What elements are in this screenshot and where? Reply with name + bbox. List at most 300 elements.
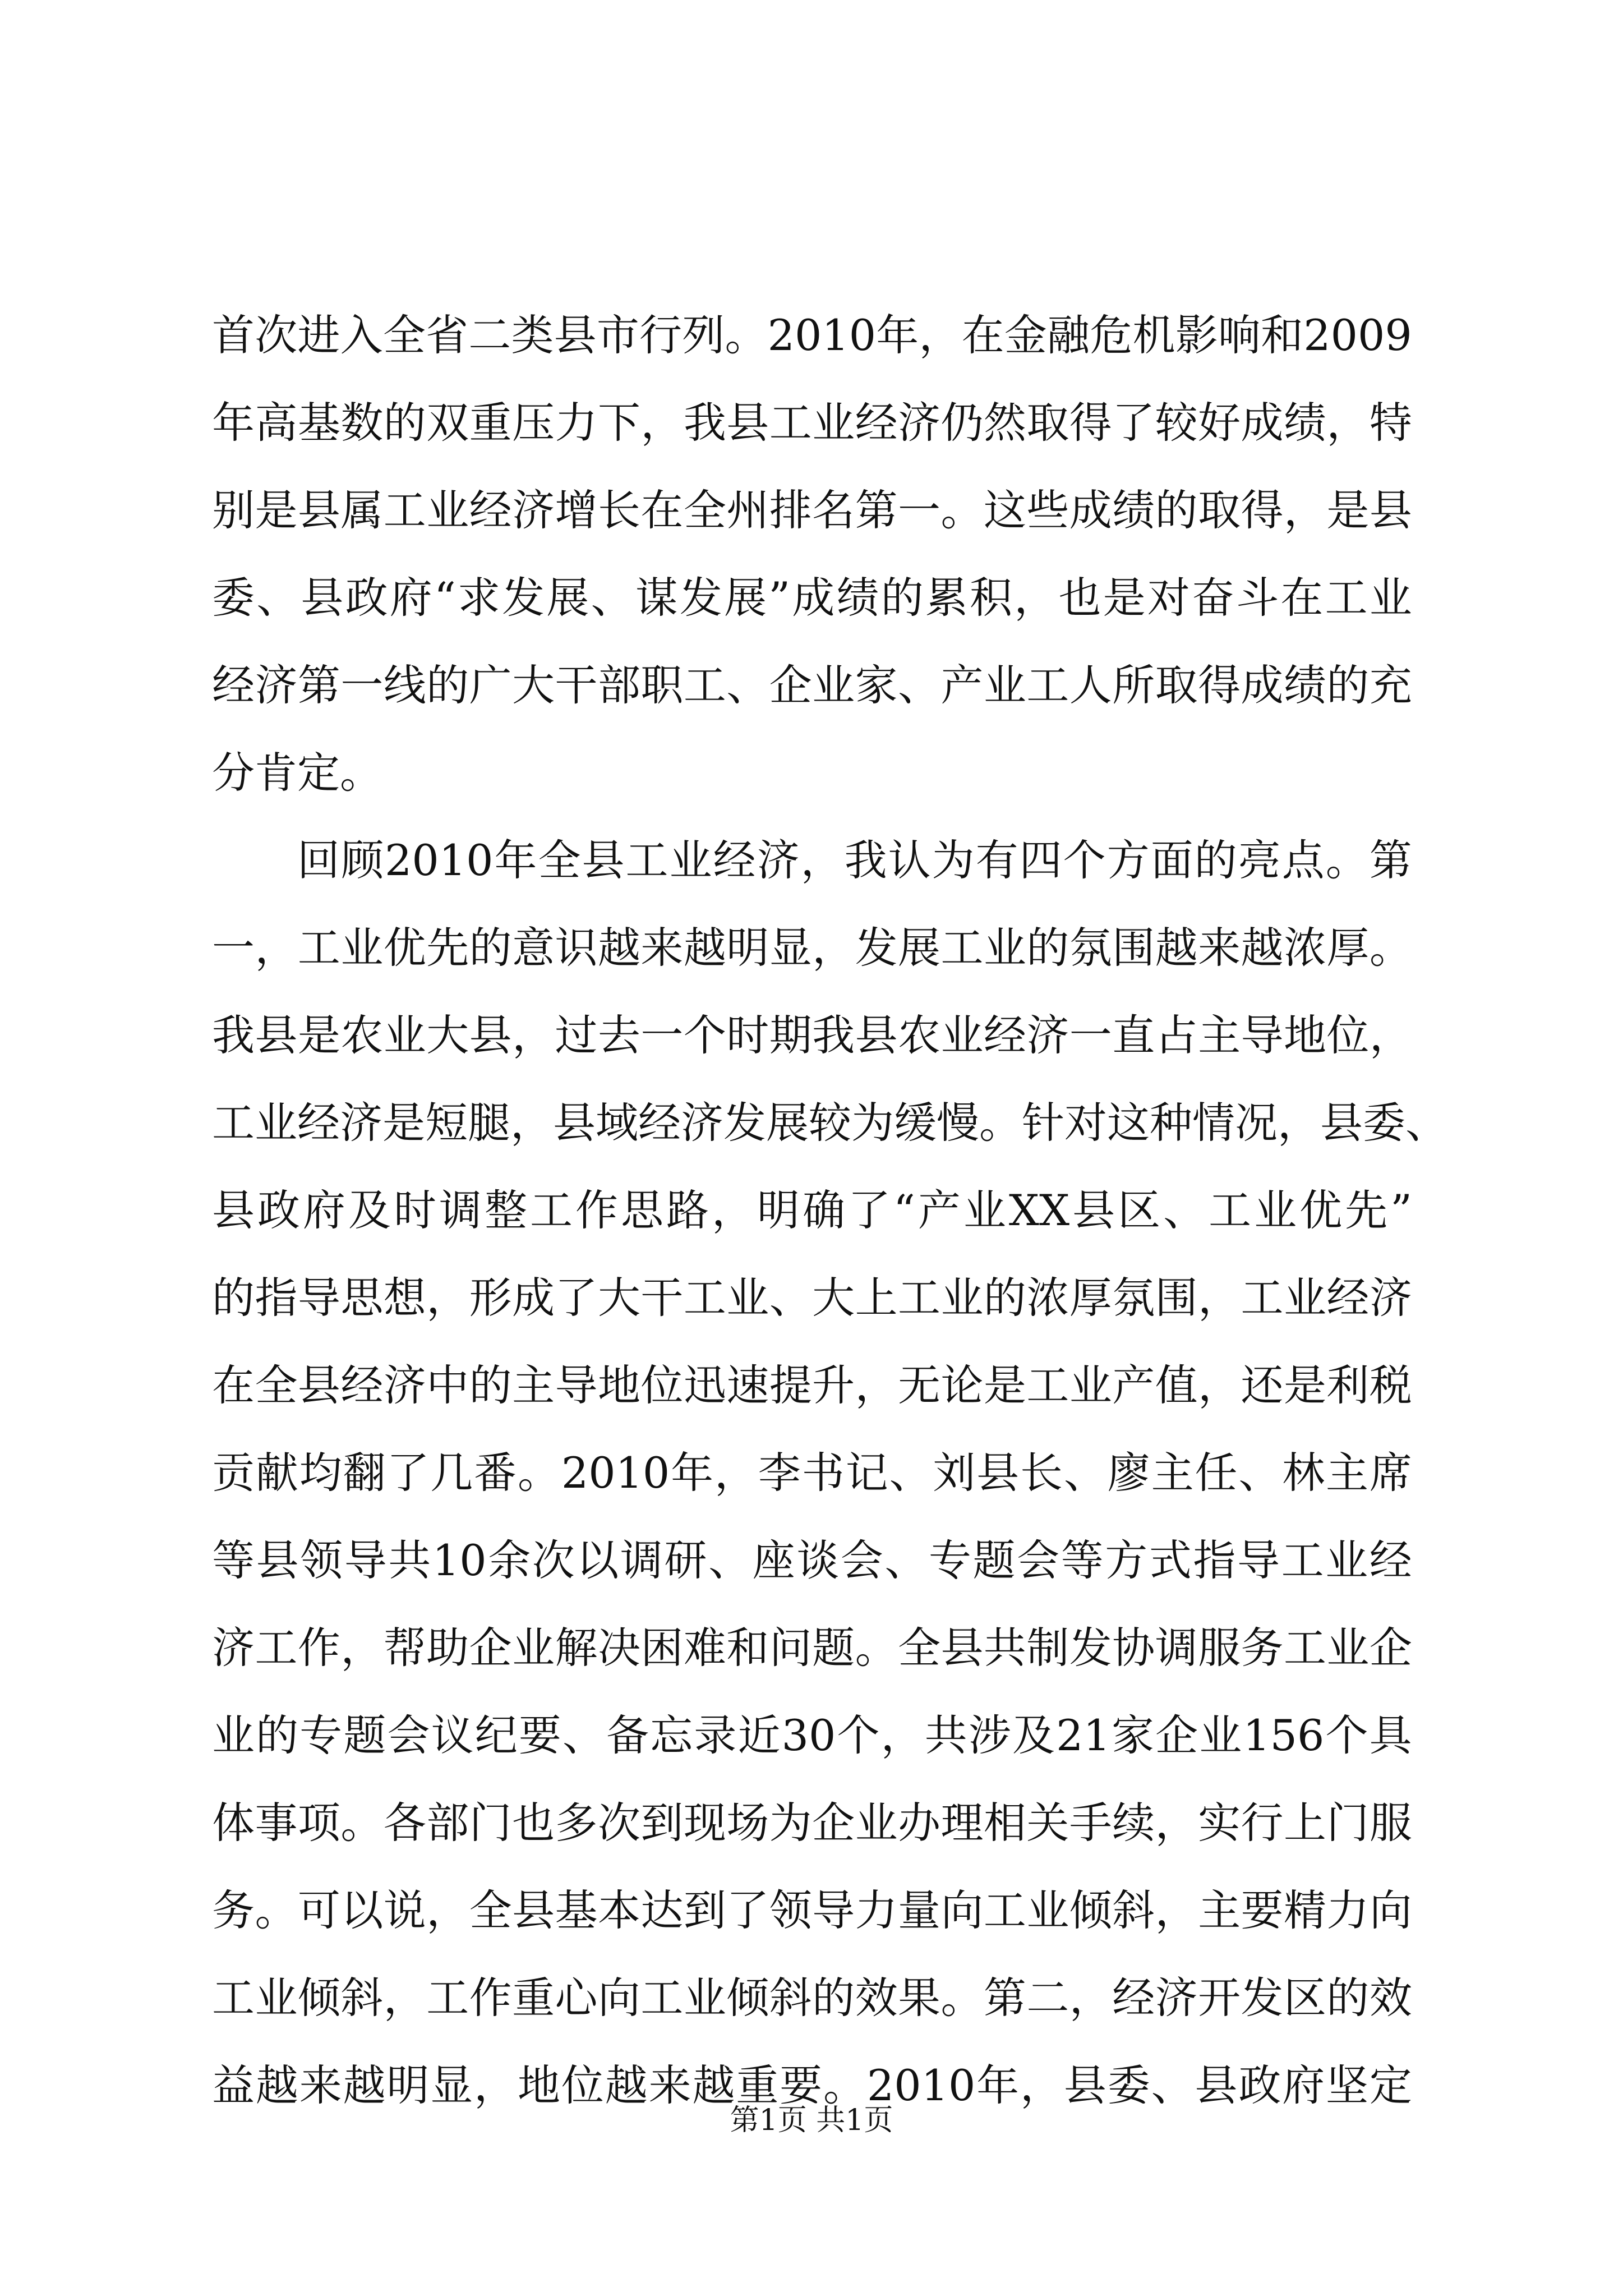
text-glyph: 迅 <box>683 1360 726 1410</box>
text-glyph: 业 <box>1326 1623 1370 1673</box>
text-glyph: 时 <box>726 1010 769 1060</box>
text-glyph: 农 <box>898 1010 940 1060</box>
text-glyph: 门 <box>469 1798 512 1848</box>
text-glyph: 提 <box>769 1360 812 1410</box>
text-glyph: 调 <box>620 1535 663 1585</box>
text-glyph: 县 <box>297 485 340 535</box>
text-glyph: 一 <box>898 485 940 535</box>
text-glyph: 困 <box>640 1623 684 1673</box>
text-glyph: 腿 <box>468 1098 510 1148</box>
text-glyph: 156 <box>1243 1710 1325 1760</box>
text-glyph: 政 <box>1238 2060 1281 2110</box>
text-glyph: 大 <box>512 660 555 710</box>
text-glyph: 业 <box>963 1185 1006 1235</box>
text-glyph: 助 <box>426 1623 469 1673</box>
text-glyph: 我 <box>812 1010 855 1060</box>
text-glyph: 经 <box>212 660 255 710</box>
text-glyph: 业 <box>212 1710 255 1760</box>
text-glyph: 年 <box>976 2060 1020 2110</box>
text-glyph: 府 <box>1282 2060 1325 2110</box>
text-glyph: 领 <box>300 1535 343 1585</box>
text-glyph: 为 <box>851 1098 894 1148</box>
text-glyph: 县 <box>976 1448 1020 1498</box>
text-glyph: 体 <box>212 1798 255 1848</box>
text-glyph: 。 <box>255 1885 298 1935</box>
text-glyph: 一 <box>212 923 255 973</box>
text-glyph: 排 <box>769 485 812 535</box>
text-glyph: 业 <box>983 923 1026 973</box>
text-glyph: 工 <box>1026 1360 1069 1410</box>
text-glyph: 工 <box>1283 1623 1326 1673</box>
text-glyph: 等 <box>1061 1535 1104 1585</box>
text-glyph: 、 <box>884 1535 928 1585</box>
text-line <box>212 1692 1412 1779</box>
text-glyph: 近 <box>737 1710 781 1760</box>
text-glyph: 值 <box>1155 1360 1198 1410</box>
text-glyph: 显 <box>769 923 812 973</box>
text-glyph: ， <box>1155 1798 1198 1848</box>
text-glyph: 工 <box>898 1273 940 1323</box>
text-glyph: 年 <box>876 310 919 360</box>
text-glyph: 期 <box>769 1010 812 1060</box>
text-glyph: 得 <box>1241 485 1284 535</box>
text-glyph: 工 <box>1281 1535 1324 1585</box>
text-glyph: 显 <box>430 2060 473 2110</box>
text-glyph: ， <box>919 310 962 360</box>
text-glyph: 地 <box>518 2060 561 2110</box>
text-glyph: 10 <box>432 1535 487 1585</box>
text-glyph: 府 <box>303 1185 345 1235</box>
text-glyph: ， <box>1198 1360 1241 1410</box>
text-glyph: 现 <box>683 1798 726 1848</box>
text-glyph: 下 <box>597 398 640 448</box>
text-glyph: 高 <box>255 398 298 448</box>
text-glyph: 工 <box>212 1098 255 1148</box>
text-glyph: 行 <box>639 310 683 360</box>
text-glyph: 过 <box>555 1010 598 1060</box>
text-glyph: 越 <box>683 923 726 973</box>
text-glyph: 决 <box>597 1623 640 1673</box>
text-glyph: 定 <box>1369 2060 1412 2110</box>
text-glyph: 经 <box>297 1098 340 1148</box>
text-glyph: 然 <box>983 398 1026 448</box>
text-glyph: 线 <box>383 660 426 710</box>
text-glyph: 整 <box>485 1185 527 1235</box>
text-glyph: 2010 <box>767 310 877 360</box>
text-glyph: 经 <box>1112 1973 1155 2023</box>
text-glyph: 积 <box>970 573 1013 623</box>
text-line <box>212 1867 1412 1954</box>
text-glyph: 行 <box>1241 1798 1284 1848</box>
text-glyph: 展 <box>898 923 940 973</box>
text-glyph: 主 <box>512 1360 555 1410</box>
text-glyph: 地 <box>1283 1010 1326 1060</box>
text-glyph: 导 <box>1241 1010 1284 1060</box>
text-glyph: 难 <box>683 1623 726 1673</box>
text-glyph: 解 <box>555 1623 598 1673</box>
text-glyph: 绩 <box>1283 398 1326 448</box>
text-glyph: 工 <box>983 1885 1026 1935</box>
text-glyph: 缓 <box>894 1098 937 1148</box>
body-text <box>212 292 1448 2129</box>
text-glyph: 业 <box>940 1010 984 1060</box>
text-glyph: 、 <box>256 573 299 623</box>
text-glyph: 取 <box>1026 398 1069 448</box>
text-glyph: 工 <box>1026 660 1069 710</box>
text-glyph: 县 <box>469 1010 512 1060</box>
text-glyph: 来 <box>640 923 684 973</box>
text-glyph: 增 <box>555 485 598 535</box>
text-glyph: 识 <box>555 923 598 973</box>
text-line <box>212 817 1412 904</box>
text-glyph: 经 <box>983 1010 1026 1060</box>
text-line <box>212 1167 1412 1254</box>
text-glyph: 越 <box>255 2060 298 2110</box>
text-glyph: 种 <box>1150 1098 1192 1148</box>
text-glyph: 情 <box>1192 1098 1235 1148</box>
text-glyph: 献 <box>255 1448 298 1498</box>
text-glyph: 任 <box>1195 1448 1238 1498</box>
text-glyph: 奋 <box>1192 573 1235 623</box>
text-glyph: 些 <box>1026 485 1069 535</box>
text-glyph: 指 <box>255 1273 298 1323</box>
text-glyph: 济 <box>681 1098 723 1148</box>
text-glyph: 一 <box>1069 1010 1112 1060</box>
text-glyph: 工 <box>769 398 812 448</box>
text-glyph: 刘 <box>933 1448 976 1498</box>
text-glyph: 形 <box>469 1273 512 1323</box>
text-glyph: 了 <box>555 1273 598 1323</box>
text-glyph: 业 <box>1069 1360 1112 1410</box>
text-glyph: 广 <box>469 660 512 710</box>
text-glyph: 益 <box>212 2060 255 2110</box>
text-line <box>212 1517 1412 1604</box>
text-glyph: 厚 <box>1069 1273 1112 1323</box>
text-glyph: 次 <box>532 1535 575 1585</box>
text-glyph: 业 <box>940 1273 984 1323</box>
text-glyph: 累 <box>925 573 968 623</box>
text-glyph: 别 <box>212 485 255 535</box>
text-glyph: 的 <box>212 1273 255 1323</box>
text-glyph: 压 <box>512 398 555 448</box>
text-glyph: 续 <box>1112 1798 1155 1848</box>
text-glyph: 全 <box>255 1360 298 1410</box>
text-glyph: 发 <box>1069 1623 1112 1673</box>
text-glyph: 想 <box>383 1273 426 1323</box>
text-glyph: 要 <box>1241 1885 1284 1935</box>
text-glyph: 成 <box>1069 485 1112 535</box>
text-glyph: 县 <box>1320 1098 1363 1148</box>
text-glyph: 州 <box>726 485 769 535</box>
text-glyph: 是 <box>983 1360 1026 1410</box>
text-glyph: 越 <box>597 923 640 973</box>
text-line <box>212 1604 1412 1692</box>
text-glyph: ， <box>255 923 298 973</box>
text-glyph: 式 <box>1149 1535 1192 1585</box>
text-glyph: 家 <box>855 660 898 710</box>
text-glyph: 得 <box>1198 660 1241 710</box>
text-glyph: 地 <box>597 1360 640 1410</box>
text-glyph: 。 <box>518 1448 561 1498</box>
text-glyph: 工 <box>1325 573 1368 623</box>
text-glyph: ， <box>1198 1273 1241 1323</box>
text-glyph: 位 <box>1326 1010 1370 1060</box>
text-glyph: 、 <box>591 573 634 623</box>
text-glyph: 大 <box>426 1010 469 1060</box>
text-line <box>212 904 1412 992</box>
text-glyph: 及 <box>348 1185 391 1235</box>
text-glyph: 对 <box>1064 1098 1107 1148</box>
text-glyph: 题 <box>812 1623 855 1673</box>
text-glyph: 工 <box>212 1973 255 2023</box>
text-glyph: 来 <box>1198 923 1241 973</box>
text-glyph: ， <box>1069 1973 1112 2023</box>
text-glyph: 帮 <box>383 1623 426 1673</box>
text-glyph: 、 <box>726 660 769 710</box>
text-glyph: 工 <box>530 1185 573 1235</box>
text-glyph: 果 <box>898 1973 940 2023</box>
text-glyph: 利 <box>1326 1360 1370 1410</box>
text-glyph: 县 <box>297 1360 340 1410</box>
text-glyph: 经 <box>855 398 898 448</box>
text-glyph: 济 <box>1026 1010 1069 1060</box>
text-glyph: 县 <box>855 1010 898 1060</box>
text-glyph: 产 <box>940 660 984 710</box>
text-glyph: 会 <box>387 1710 430 1760</box>
text-glyph: 效 <box>1369 1973 1412 2023</box>
text-glyph: ， <box>1014 573 1057 623</box>
text-glyph: 了 <box>1112 398 1155 448</box>
text-glyph: 工 <box>683 1273 726 1323</box>
text-glyph: 发 <box>502 573 545 623</box>
text-glyph: 危 <box>1090 310 1133 360</box>
text-glyph: 回 <box>297 835 340 885</box>
text-glyph: 谋 <box>635 573 678 623</box>
text-glyph: 县 <box>726 398 769 448</box>
text-glyph: 业 <box>983 660 1026 710</box>
text-glyph: 省 <box>426 310 469 360</box>
text-glyph: 先 <box>426 923 469 973</box>
text-glyph: 几 <box>430 1448 473 1498</box>
text-glyph: 业 <box>1369 573 1412 623</box>
text-glyph: 作 <box>575 1185 618 1235</box>
text-glyph: 力 <box>555 398 598 448</box>
text-glyph: 议 <box>431 1710 474 1760</box>
text-glyph: 济 <box>898 398 940 448</box>
text-glyph: 。 <box>979 1098 1022 1148</box>
text-glyph: ” <box>1390 1185 1412 1235</box>
text-glyph: 基 <box>555 1885 598 1935</box>
text-line <box>212 1254 1412 1342</box>
text-glyph: 区 <box>1118 1185 1161 1235</box>
text-glyph: 列 <box>682 310 725 360</box>
text-glyph: 委 <box>212 573 255 623</box>
text-glyph: 题 <box>343 1710 386 1760</box>
text-glyph: 重 <box>736 2060 779 2110</box>
text-glyph: 进 <box>297 310 340 360</box>
text-glyph: 域 <box>596 1098 638 1148</box>
text-glyph: ， <box>1278 1098 1320 1148</box>
text-glyph: ， <box>812 923 855 973</box>
text-glyph: 的 <box>256 1710 299 1760</box>
text-glyph: 倾 <box>1069 1885 1112 1935</box>
text-glyph: 中 <box>426 1360 469 1410</box>
text-glyph: 农 <box>340 1010 384 1060</box>
text-glyph: 县 <box>554 310 597 360</box>
text-glyph: ， <box>1283 485 1326 535</box>
text-glyph: 点 <box>1281 835 1325 885</box>
text-glyph: 人 <box>1069 660 1112 710</box>
text-glyph: XX <box>1008 1185 1070 1235</box>
text-glyph: 的 <box>812 1973 855 2023</box>
text-glyph: 取 <box>1155 660 1198 710</box>
text-glyph: 业 <box>683 1973 726 2023</box>
text-glyph: 绩 <box>1283 660 1326 710</box>
text-glyph: 共 <box>924 1710 967 1760</box>
text-glyph: 要 <box>518 1710 561 1760</box>
text-glyph: 到 <box>640 1798 684 1848</box>
text-glyph: 展 <box>766 1098 809 1148</box>
text-glyph: 全 <box>469 1885 512 1935</box>
text-glyph: 席 <box>1369 1448 1412 1498</box>
text-glyph: 干 <box>555 660 598 710</box>
text-glyph: 路 <box>666 1185 709 1235</box>
text-glyph: 工 <box>683 660 726 710</box>
text-glyph: 会 <box>840 1535 883 1585</box>
text-glyph: 长 <box>1020 1448 1063 1498</box>
text-line <box>212 467 1412 554</box>
text-glyph: 年 <box>494 835 537 885</box>
text-glyph: 政 <box>257 1185 300 1235</box>
text-glyph: 越 <box>605 2060 648 2110</box>
text-glyph: 还 <box>1241 1360 1284 1410</box>
text-glyph: 名 <box>812 485 855 535</box>
text-glyph: 上 <box>855 1273 898 1323</box>
text-line <box>212 1954 1412 2042</box>
text-glyph: 相 <box>983 1798 1026 1848</box>
text-glyph: 意 <box>512 923 555 973</box>
text-glyph: 李 <box>758 1448 801 1498</box>
text-glyph: 指 <box>1193 1535 1236 1585</box>
text-glyph: 充 <box>1369 660 1412 710</box>
text-glyph: 所 <box>1112 660 1155 710</box>
text-glyph: 有 <box>975 835 1018 885</box>
text-glyph: 谈 <box>796 1535 840 1585</box>
text-glyph: 浓 <box>1283 923 1326 973</box>
text-glyph: 第 <box>297 660 340 710</box>
text-glyph: ， <box>1155 1885 1198 1935</box>
text-glyph: 求 <box>457 573 500 623</box>
text-glyph: 政 <box>345 573 388 623</box>
text-glyph: 厚 <box>1326 923 1370 973</box>
text-glyph: 以 <box>340 1885 384 1935</box>
text-glyph: 专 <box>928 1535 971 1585</box>
text-line: 分肯定。 <box>212 748 382 798</box>
text-glyph: ， <box>426 1885 469 1935</box>
text-glyph: 金 <box>1004 310 1047 360</box>
text-glyph: 本 <box>597 1885 640 1935</box>
text-glyph: 县 <box>1072 1185 1115 1235</box>
text-glyph: 济 <box>212 1623 255 1673</box>
text-glyph: ， <box>640 398 684 448</box>
text-glyph: 短 <box>425 1098 468 1148</box>
text-glyph: 机 <box>1132 310 1175 360</box>
text-glyph: 济 <box>512 485 555 535</box>
text-glyph: 事 <box>255 1798 298 1848</box>
text-glyph: 全 <box>898 1623 940 1673</box>
text-glyph: ， <box>880 1710 924 1760</box>
text-glyph: 第 <box>1369 835 1412 885</box>
text-glyph: 我 <box>683 398 726 448</box>
text-glyph: ， <box>340 1623 384 1673</box>
text-line <box>212 992 1412 1079</box>
text-glyph: 越 <box>1155 923 1198 973</box>
text-glyph: 业 <box>1325 1535 1368 1585</box>
text-glyph: 我 <box>212 1010 255 1060</box>
text-glyph: 是 <box>297 1010 340 1060</box>
text-glyph: 四 <box>1019 835 1062 885</box>
text-glyph: 成 <box>1241 660 1284 710</box>
text-glyph: 共 <box>983 1623 1026 1673</box>
text-glyph: 、 <box>562 1710 605 1760</box>
text-glyph: 记 <box>845 1448 888 1498</box>
text-glyph: 较 <box>1155 398 1198 448</box>
text-glyph: 业 <box>669 835 712 885</box>
text-glyph: 、 <box>1151 2060 1194 2110</box>
text-glyph: 和 <box>1261 310 1304 360</box>
text-glyph: 精 <box>1283 1885 1326 1935</box>
text-glyph: 各 <box>383 1798 426 1848</box>
text-glyph: 一 <box>340 660 384 710</box>
text-glyph: 、 <box>769 1273 812 1323</box>
text-glyph: 向 <box>1369 1885 1412 1935</box>
text-glyph: 主 <box>1198 1885 1241 1935</box>
text-glyph: 工 <box>297 923 340 973</box>
text-glyph: 对 <box>1147 573 1190 623</box>
text-glyph: 斗 <box>1236 573 1279 623</box>
text-glyph: 斜 <box>1112 1885 1155 1935</box>
text-glyph: 了 <box>848 1185 891 1235</box>
text-glyph: 、 <box>898 660 940 710</box>
text-glyph: 导 <box>297 1273 340 1323</box>
text-glyph: 个 <box>683 1010 726 1060</box>
text-glyph: 占 <box>1155 1010 1198 1060</box>
text-glyph: 首 <box>212 310 255 360</box>
text-glyph: 论 <box>940 1360 984 1410</box>
text-glyph: 成 <box>512 1273 555 1323</box>
text-glyph: 思 <box>340 1273 384 1323</box>
text-glyph: 导 <box>555 1360 598 1410</box>
text-glyph: 门 <box>1326 1798 1370 1848</box>
text-glyph: 产 <box>1112 1360 1155 1410</box>
text-glyph: 均 <box>299 1448 342 1498</box>
text-glyph: 。 <box>940 485 984 535</box>
text-glyph: 为 <box>769 1798 812 1848</box>
text-glyph: 数 <box>340 398 384 448</box>
text-glyph: 场 <box>726 1798 769 1848</box>
text-glyph: 县 <box>512 1885 555 1935</box>
text-glyph: 关 <box>1026 1798 1069 1848</box>
text-glyph: 取 <box>1198 485 1241 535</box>
text-glyph: 的 <box>1155 485 1198 535</box>
text-glyph: 是 <box>1326 485 1370 535</box>
text-glyph: 业 <box>255 1098 297 1148</box>
text-glyph: 认 <box>888 835 931 885</box>
text-glyph: 展 <box>724 573 767 623</box>
text-glyph: 明 <box>726 923 769 973</box>
text-glyph: 的 <box>1326 1973 1370 2023</box>
text-glyph: 成 <box>792 573 835 623</box>
